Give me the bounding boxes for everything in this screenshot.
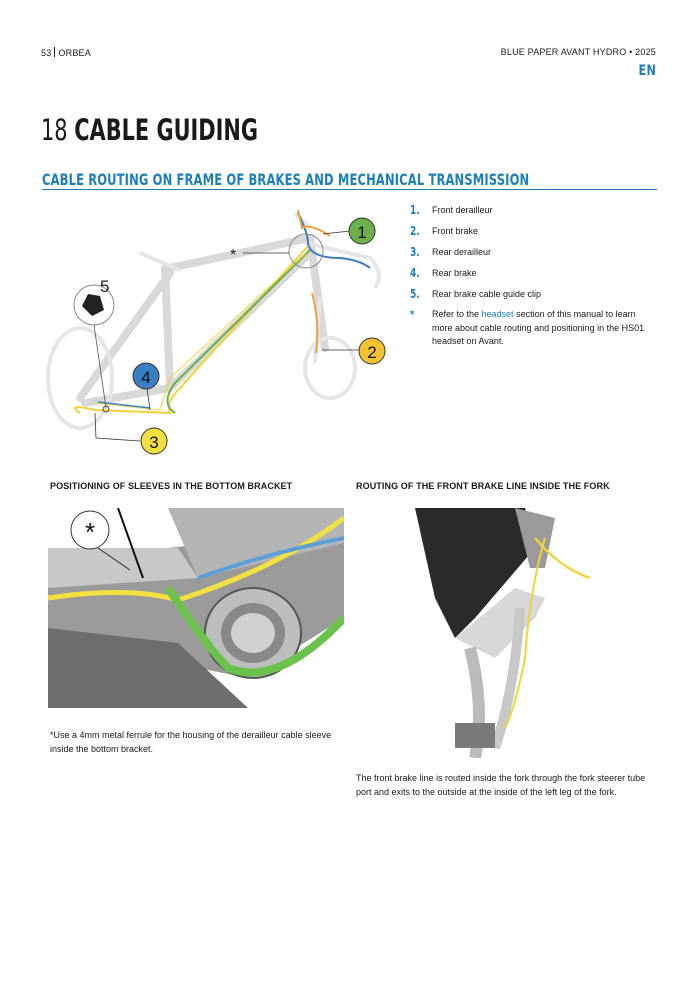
fork-caption: ROUTING OF THE FRONT BRAKE LINE INSIDE THE FORK bbox=[356, 481, 610, 491]
section-title bbox=[41, 113, 258, 147]
callout-5-label: 5 bbox=[100, 277, 110, 296]
legend-item bbox=[410, 266, 660, 280]
legend-note-mark: * bbox=[410, 308, 415, 321]
headset-link[interactable]: headset bbox=[481, 309, 514, 319]
language-tag: EN bbox=[638, 63, 656, 79]
header-divider bbox=[54, 47, 55, 57]
subsection-title: CABLE ROUTING ON FRAME OF BRAKES AND MECHANICAL TRANSMISSION bbox=[42, 170, 530, 189]
bottom-bracket-caption: POSITIONING OF SLEEVES IN THE BOTTOM BRACKET bbox=[50, 481, 293, 491]
brand-name: ORBEA bbox=[58, 48, 91, 58]
diagram-star-mark: * bbox=[230, 247, 237, 264]
bracket-star-mark: * bbox=[84, 517, 96, 547]
legend-label: Rear brake bbox=[432, 268, 477, 278]
subsection-rule bbox=[42, 189, 657, 190]
callout-3-label: 3 bbox=[149, 433, 159, 452]
note-text-before: Refer to the bbox=[432, 309, 482, 319]
cable-legend bbox=[410, 203, 660, 349]
legend-note bbox=[410, 308, 660, 349]
legend-item bbox=[410, 224, 660, 238]
section-number: 18 bbox=[41, 113, 68, 147]
legend-label: Rear derailleur bbox=[432, 247, 492, 257]
legend-label: Rear brake cable guide clip bbox=[432, 289, 542, 299]
legend-label: Front derailleur bbox=[432, 205, 493, 215]
section-title-text: CABLE GUIDING bbox=[74, 113, 259, 147]
callout-1-label: 1 bbox=[357, 223, 367, 242]
bike-frame-diagram bbox=[40, 198, 400, 468]
page-header-left bbox=[41, 47, 91, 58]
legend-number: 4. bbox=[410, 266, 420, 280]
legend-item bbox=[410, 245, 660, 259]
note-text-after: section of this manual to learn more about cable routing and positioning in the HS01 headset on Avant. bbox=[432, 309, 645, 346]
page-number: 53 bbox=[41, 48, 52, 58]
legend-number: 2. bbox=[410, 224, 420, 238]
bottom-bracket-footnote: *Use a 4mm metal ferrule for the housing of the derailleur cable sleeve inside the bottom bracket. bbox=[50, 730, 332, 754]
fork-image bbox=[415, 508, 600, 758]
callout-4-label: 4 bbox=[141, 368, 151, 387]
callout-2-label: 2 bbox=[367, 343, 377, 362]
bottom-bracket-image bbox=[48, 508, 344, 708]
legend-label: Front brake bbox=[432, 226, 479, 236]
legend-number: 1. bbox=[410, 203, 420, 217]
document-title: BLUE PAPER AVANT HYDRO • 2025 bbox=[500, 47, 656, 57]
fork-description: The front brake line is routed inside the fork through the fork steerer tube port and exits to the outside at the inside of the left leg of the fork. bbox=[356, 773, 646, 797]
legend-item bbox=[410, 203, 660, 217]
legend-number: 3. bbox=[410, 245, 420, 259]
legend-note-text bbox=[432, 308, 647, 349]
legend-number: 5. bbox=[410, 287, 420, 301]
legend-item bbox=[410, 287, 660, 301]
